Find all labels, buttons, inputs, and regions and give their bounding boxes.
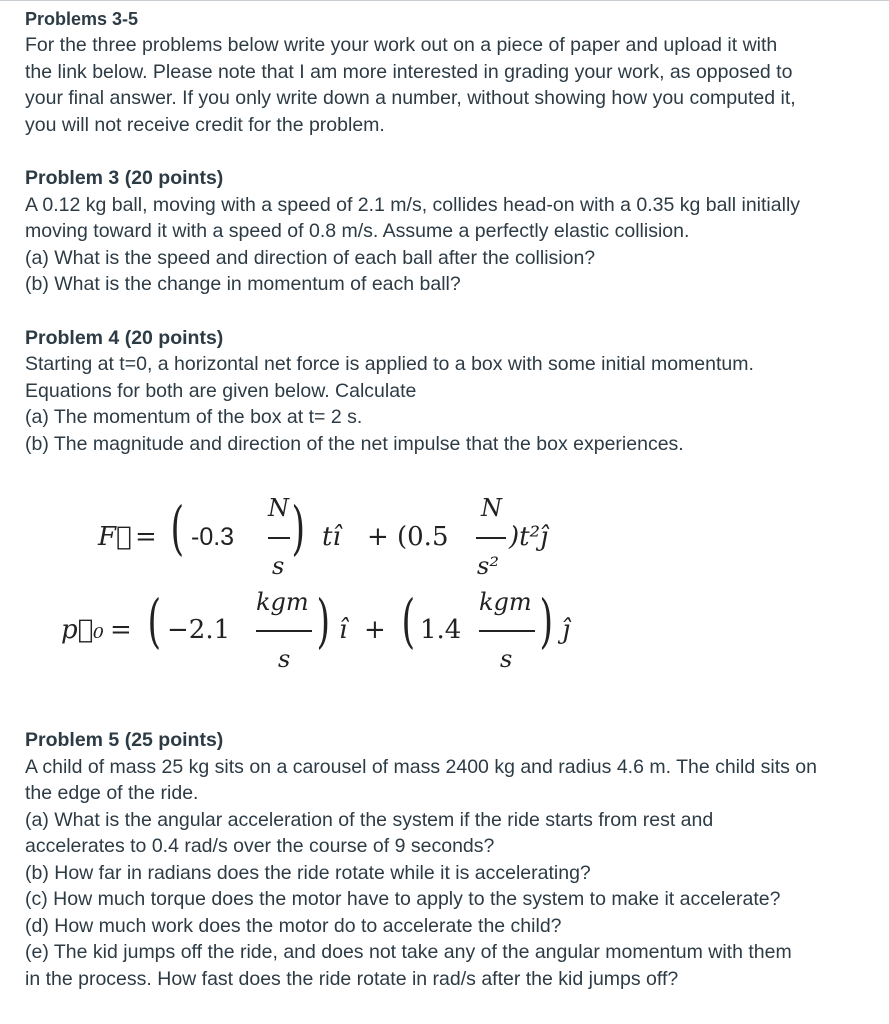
problem5-line: (e) The kid jumps off the ride, and does not take any of the angular momentum with them bbox=[25, 941, 792, 963]
problem3-heading: Problem 3 (20 points) bbox=[25, 167, 224, 189]
plus-sign: + bbox=[367, 522, 389, 552]
momentum-term-1: î bbox=[339, 615, 348, 645]
problem5-line: (a) What is the angular acceleration of the system if the ride starts from rest and bbox=[25, 808, 714, 831]
unit-denominator-s: s bbox=[278, 645, 291, 673]
problem4-line: Equations for both are given below. Calculate bbox=[25, 379, 417, 402]
problem5-heading: Problem 5 (25 points) bbox=[25, 729, 224, 751]
intro-paragraph bbox=[25, 32, 875, 138]
problem5-text bbox=[25, 754, 875, 993]
problem3-line: (b) What is the change in momentum of each ball? bbox=[25, 273, 461, 295]
unit-numerator-kgm-2: kgm bbox=[479, 588, 532, 616]
problem3-line: (a) What is the speed and direction of each ball after the collision? bbox=[25, 246, 596, 269]
problem5-line: in the process. How fast does the ride rotate in rad/s after the kid jumps off? bbox=[25, 967, 679, 990]
problem3-line: moving toward it with a speed of 0.8 m/s. Assume a perfectly elastic collision. bbox=[25, 220, 690, 242]
problem4-line: Starting at t=0, a horizontal net force is applied to a box with some initial momentum. bbox=[25, 353, 754, 375]
plus-sign: + bbox=[364, 615, 386, 645]
close-paren: ) bbox=[539, 587, 554, 655]
momentum-coefficient-1: −2.1 bbox=[167, 615, 231, 645]
force-coefficient-1: -0.3 bbox=[191, 523, 235, 551]
unit-numerator-n: N bbox=[268, 494, 289, 522]
intro-line: For the three problems below write your work out on a piece of paper and upload it with bbox=[25, 34, 778, 56]
close-paren: ) bbox=[316, 587, 331, 655]
problem4-heading: Problem 4 (20 points) bbox=[25, 326, 224, 349]
problem4-text bbox=[25, 351, 875, 457]
force-symbol: F⃗ bbox=[98, 522, 132, 552]
problem4-line: (b) The magnitude and direction of the net impulse that the box experiences. bbox=[25, 432, 684, 455]
problem5-line: accelerates to 0.4 rad/s over the course of 9 seconds? bbox=[25, 835, 495, 857]
close-paren: ) bbox=[291, 494, 306, 562]
problem5-line: A child of mass 25 kg sits on a carousel of mass 2400 kg and radius 4.6 m. The child sits on bbox=[25, 755, 817, 778]
force-term-2: )t²ĵ bbox=[509, 522, 549, 552]
fraction-bar bbox=[256, 630, 312, 632]
intro-line: the link below. Please note that I am more interested in grading your work, as opposed to bbox=[25, 60, 793, 83]
force-term-1: tî bbox=[322, 522, 341, 552]
momentum-term-2: ĵ bbox=[562, 615, 571, 645]
fraction-bar bbox=[479, 630, 535, 632]
open-paren: ( bbox=[170, 494, 185, 562]
problem5-line: the edge of the ride. bbox=[25, 782, 199, 804]
momentum-coefficient-2: 1.4 bbox=[420, 615, 462, 645]
problem5-line: (d) How much work does the motor do to accelerate the child? bbox=[25, 914, 562, 937]
unit-numerator-n-2: N bbox=[481, 494, 502, 522]
problem5-line: (b) How far in radians does the ride rotate while it is accelerating? bbox=[25, 861, 591, 884]
unit-denominator-s: s bbox=[272, 552, 285, 580]
open-paren: ( bbox=[147, 587, 162, 655]
page-title: Problems 3-5 bbox=[25, 9, 139, 29]
problem5-line: (c) How much torque does the motor have to apply to the system to make it accelerate? bbox=[25, 888, 781, 910]
top-divider bbox=[0, 0, 889, 4]
open-paren: ( bbox=[401, 587, 416, 655]
intro-line: your final answer. If you only write down a number, without showing how you computed it, bbox=[25, 87, 796, 109]
equals-sign: = bbox=[135, 522, 157, 552]
unit-numerator-kgm: kgm bbox=[256, 588, 309, 616]
problem3-text bbox=[25, 192, 875, 298]
assignment-content bbox=[25, 6, 875, 457]
intro-line: you will not receive credit for the problem. bbox=[25, 113, 385, 136]
unit-denominator-s: s bbox=[500, 645, 513, 673]
momentum-symbol: p⃗₀ bbox=[61, 615, 104, 645]
problem5-section bbox=[25, 727, 875, 992]
unit-denominator-s2: s² bbox=[477, 552, 499, 580]
problem4-line: (a) The momentum of the box at t= 2 s. bbox=[25, 406, 363, 428]
force-coefficient-2: (0.5 bbox=[397, 522, 449, 552]
problem3-line: A 0.12 kg ball, moving with a speed of 2.1 m/s, collides head-on with a 0.35 kg ball initially bbox=[25, 193, 801, 216]
fraction-bar bbox=[268, 537, 290, 539]
equals-sign: = bbox=[110, 615, 132, 645]
fraction-bar bbox=[476, 537, 506, 539]
